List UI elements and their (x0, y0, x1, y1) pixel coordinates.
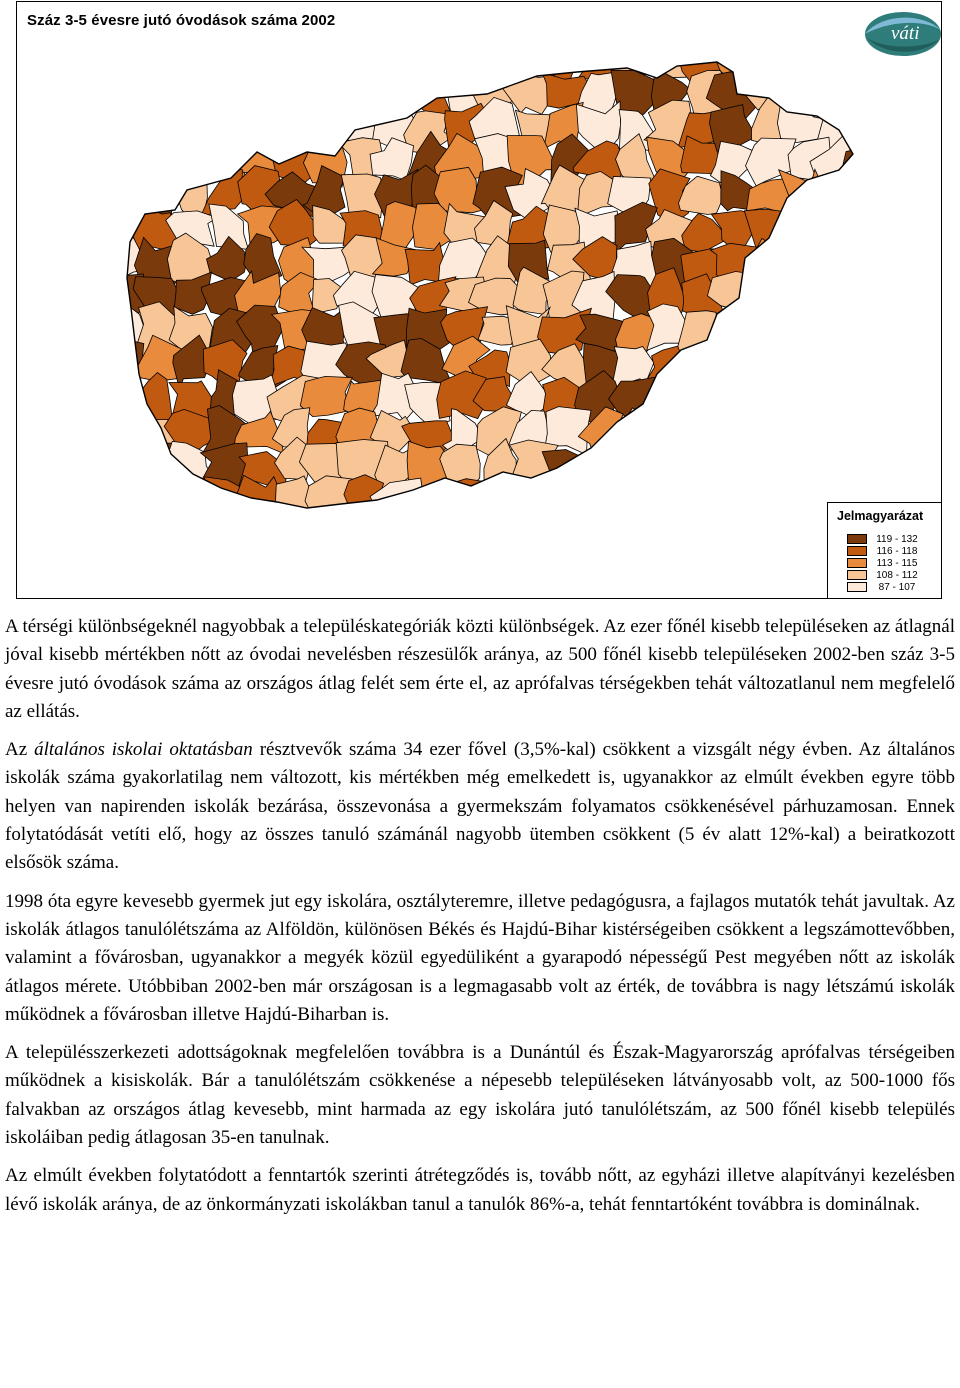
legend-swatch (847, 546, 867, 556)
legend-item (847, 581, 921, 593)
hungary-microregion-map (17, 2, 941, 598)
microregion (473, 478, 522, 525)
legend-swatch (847, 582, 867, 592)
paragraph-italic: általános iskolai oktatásban (34, 739, 253, 761)
microregion (174, 114, 219, 152)
microregion (145, 72, 174, 116)
microregion (134, 137, 174, 187)
microregion (133, 32, 187, 84)
microregion (610, 440, 655, 492)
microregion (843, 312, 896, 356)
microregion (779, 307, 834, 360)
microregion (514, 512, 560, 562)
microregion (133, 512, 188, 561)
microregion (170, 74, 218, 111)
microregion (475, 34, 524, 83)
microregion (812, 340, 862, 385)
microregion (610, 514, 656, 560)
microregion (138, 478, 179, 524)
microregion (209, 34, 246, 84)
microregion (99, 69, 148, 119)
microregion (780, 477, 830, 514)
microregion (541, 512, 591, 562)
microregion (368, 70, 413, 110)
microregion (236, 63, 290, 116)
paragraph: A térségi különbségeknél nagyobbak a településkategóriák közti különbségek. Az ezer főnél kisebb településeken az átlagnál jóval kisebb mértékben nőtt az óvodai nevelésben részesülők aránya, az 500 főnél kisebb településeken 2002-ben száz 3-5 évesre jutó óvodások száma az országos átlag felét sem érte el, az aprófalvas térségekben tehát változatlanul nem megfelelő az ellátás. (5, 616, 955, 722)
microregion (272, 33, 319, 79)
paragraph: Az elmúlt években folytatódott a fenntartók szerinti átrétegződés is, tovább nőtt, az egyházi illetve alapítványi kezelésben lévő iskolák aránya, de az önkormányzati iskolákban tanul a tanulók 86%-a, tehát fenntartóként továbbra is dominálnak. (5, 1165, 955, 1215)
microregion (508, 481, 558, 527)
microregion (744, 308, 790, 356)
microregion (781, 70, 818, 113)
legend-swatch (847, 570, 867, 580)
microregion (415, 507, 450, 559)
legend-label: 108 - 112 (876, 569, 918, 581)
microregion (848, 40, 900, 80)
map-figure (16, 1, 942, 599)
microregion (779, 272, 827, 323)
microregion (204, 514, 248, 558)
microregion (446, 41, 487, 82)
microregion (103, 33, 143, 85)
microregion (339, 510, 386, 554)
microregion (718, 303, 759, 358)
microregion (440, 444, 481, 496)
microregion (819, 373, 861, 421)
microregion (782, 370, 820, 419)
microregion (780, 238, 829, 283)
microregion (168, 508, 217, 558)
microregion (164, 479, 211, 526)
microregion (652, 476, 689, 522)
microregion (816, 442, 858, 495)
microregion (109, 339, 143, 386)
microregion (650, 374, 686, 420)
microregion (508, 36, 548, 83)
microregion (334, 34, 381, 81)
microregion (304, 32, 352, 82)
microregion (675, 475, 732, 531)
microregion (849, 443, 901, 489)
microregion (810, 236, 867, 281)
microregion (810, 65, 859, 114)
microregion (198, 71, 245, 114)
microregion (128, 104, 180, 151)
microregion (810, 176, 863, 220)
microregion (713, 444, 755, 493)
microregion (100, 108, 145, 151)
microregion (718, 377, 754, 423)
microregion (313, 518, 353, 563)
microregion (814, 30, 863, 73)
microregion (746, 337, 796, 388)
microregion (269, 73, 322, 115)
paragraph-lead: Az (5, 739, 35, 761)
microregion (439, 505, 492, 560)
microregion (849, 175, 896, 217)
microregion (104, 136, 149, 188)
microregion (97, 172, 151, 220)
legend-title: Jelmagyarázat (837, 509, 924, 523)
paragraph-rest: résztvevők száma 34 ezer fővel (3,5%-kal) csökkent a vizsgált négy évben. Az általános iskolák száma gyakorlatilag nem változott, kis mértékben még emelkedett is, ugyanakkor az elmúlt években egyre több helyen van napirenden iskolák bezárása, összevonása a gyermekszám folyamatos csökkenésével párhuzamosan. Ennek folytatódását vetíti elő, hogy az összes tanuló számánál nagyobb ütemben csökkent (5 év alatt 12%-kal) a beiratkozott elsősök száma. (5, 739, 956, 874)
legend-swatch (847, 534, 867, 544)
microregion (843, 144, 898, 178)
microregion (681, 448, 726, 485)
microregion (676, 345, 727, 390)
microregion (96, 477, 153, 513)
paragraph: A településszerkezeti adottságoknak megfelelően továbbra is a Dunántúl és Észak-Magyarország aprófalvas térségeiben működnek a kisiskolák. Bár a tanulólétszám csökkenése a népesebb településeken látványosabb volt, az 500-1000 fős falvakban az országos átlag kevesebb, mint harmada az egy iskolára jutó tanulólétszám, az 500 főnél kisebb település iskoláiban pedig átlagosan 35-en tanulnak. (5, 1042, 955, 1149)
microregion (786, 39, 827, 89)
microregion (106, 447, 150, 497)
microregion (245, 104, 281, 147)
microregion (820, 274, 862, 323)
microregion (304, 101, 352, 143)
microregion (409, 485, 451, 525)
legend-label: 119 - 132 (876, 533, 918, 545)
microregion (815, 215, 853, 244)
microregion (615, 475, 652, 525)
microregion (552, 483, 590, 526)
microregion (583, 448, 625, 496)
microregion (371, 514, 414, 556)
microregion (648, 514, 690, 564)
legend-label: 113 - 115 (876, 557, 918, 569)
microregion (134, 373, 172, 427)
microregion (167, 139, 213, 180)
svg-text:váti: váti (891, 23, 920, 44)
legend-label: 116 - 118 (876, 545, 918, 557)
microregion (845, 71, 896, 114)
microregion (275, 511, 321, 554)
legend-item (847, 569, 921, 581)
microregion (677, 510, 720, 560)
microregion (236, 31, 288, 82)
microregion (108, 512, 152, 553)
microregion (710, 471, 758, 531)
microregion (673, 404, 715, 449)
microregion (410, 34, 459, 84)
paragraph: 1998 óta egyre kevesebb gyermek jut egy iskolára, osztályteremre, illetve pedagógusra, a fajlagos mutatók tehát javultak. Az iskolák átlagos tanulólétszáma az Alföldön, különösen Békés és Hajdú-Bihar kistérségeiben csökkent a legszámottevőbben, valamint a fővárosban, ugyanakkor a megyék közül egyedüliként a gyarapodó népességű Pest megyében nőtt az iskolák átlagos mérete. Utóbbiban 2002-ben már országosan is a legmagasabb volt az érték, de továbbra is nagy létszámú iskolák működnek a fővárosban illetve Hajdú-Biharban is. (5, 890, 955, 1025)
legend-item (847, 557, 921, 569)
microregion (333, 71, 385, 119)
microregion (850, 275, 900, 319)
microregion (740, 33, 784, 88)
microregion (849, 98, 900, 152)
microregion (845, 383, 900, 421)
microregion (816, 304, 860, 354)
microregion (741, 408, 793, 456)
microregion (707, 509, 756, 559)
microregion (196, 100, 254, 147)
microregion (643, 411, 696, 458)
microregion (745, 478, 791, 525)
microregion (782, 408, 827, 452)
microregion (273, 99, 320, 152)
map-title: Száz 3-5 évesre jutó óvodások száma 2002 (27, 12, 336, 29)
microregion (302, 71, 346, 122)
microregion (173, 35, 210, 87)
microregion (718, 340, 757, 390)
microregion (581, 478, 624, 529)
microregion (847, 412, 898, 459)
microregion (780, 204, 831, 251)
microregion (743, 512, 785, 560)
body-text (5, 613, 955, 1229)
microregion (814, 409, 861, 454)
microregion (745, 443, 787, 481)
microregion (787, 506, 818, 558)
map-legend (827, 502, 941, 599)
microregion (441, 479, 482, 526)
legend-label: 87 - 107 (878, 581, 916, 593)
legend-swatch (847, 558, 867, 568)
microregion (473, 507, 525, 565)
microregion (847, 211, 898, 256)
microregion (713, 414, 756, 459)
microregion (850, 241, 897, 286)
microregion (99, 375, 146, 415)
microregion (235, 506, 286, 557)
microregion (679, 380, 726, 422)
microregion (781, 443, 831, 497)
microregion (645, 439, 690, 492)
microregion (573, 511, 619, 565)
paragraph (5, 736, 955, 877)
microregion (745, 271, 792, 318)
microregion (851, 343, 900, 392)
legend-item (847, 533, 921, 545)
microregion (107, 409, 148, 452)
legend-item (847, 545, 921, 557)
microregion (748, 381, 787, 422)
microregion (783, 348, 826, 391)
microregion (368, 41, 417, 83)
